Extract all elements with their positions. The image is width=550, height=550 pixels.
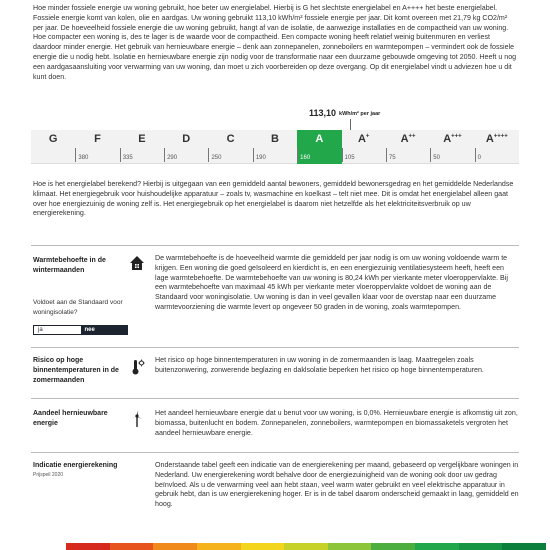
- scale-tick: [475, 148, 476, 162]
- scale-tick: [75, 148, 76, 162]
- scale-threshold: 250: [211, 155, 222, 161]
- scale-label: C: [226, 133, 235, 145]
- scale-tick: [386, 148, 387, 162]
- scale-threshold: 105: [344, 155, 355, 161]
- scale-label-sup: ++++: [493, 133, 508, 140]
- toggle-option-ja: ja: [34, 326, 81, 334]
- scale-tick: [342, 148, 343, 162]
- scale-cell-2: [120, 130, 164, 164]
- scale-cell-7: [342, 130, 386, 164]
- color-segment: [371, 543, 415, 550]
- row-title-hernieuwbaar: Aandeel hernieuwbare energie: [33, 410, 108, 427]
- color-segment: [241, 543, 285, 550]
- scale-label: G: [48, 133, 58, 145]
- price-level-note: Prijspeil 2020: [33, 472, 64, 478]
- scale-tick: [430, 148, 431, 162]
- scale-threshold: 50: [433, 155, 440, 161]
- wind-turbine-icon: [128, 410, 146, 428]
- scale-label-sup: ++: [408, 133, 416, 140]
- scale-label: D: [182, 133, 191, 145]
- scale-cell-9: [430, 130, 474, 164]
- divider: [31, 452, 519, 453]
- color-segment: [415, 543, 459, 550]
- document: [26, 0, 524, 550]
- scale-tick: [253, 148, 254, 162]
- scale-tick: [120, 148, 121, 162]
- color-segment: [110, 543, 154, 550]
- scale-tick: [208, 148, 209, 162]
- current-unit: kWh/m² per jaar: [339, 111, 381, 117]
- scale-cell-1: [75, 130, 119, 164]
- color-segment: [459, 543, 503, 550]
- scale-threshold: 190: [255, 155, 266, 161]
- divider: [31, 245, 519, 246]
- house-icon: [128, 254, 146, 272]
- scale-label: A++++: [485, 133, 508, 145]
- row-text-hernieuwbaar: Het aandeel hernieuwbare energie dat u benut voor uw woning, is 0,0%. Hernieuwbare energie is afkomstig uit zon, biomassa, buitenlucht en bodem. Zonnepanelen, zonneboilers, warmtepompen en biomassaketels vergroten het aandeel hernieuwbare energie.: [155, 409, 518, 437]
- scale-cell-10: [475, 130, 519, 164]
- intro-paragraph: Hoe minder fossiele energie uw woning gebruikt, hoe beter uw energielabel. Hierbij is G het slechtste energielabel en A++++ het beste energielabel. Fossiele energie komt van kolen, olie en aardgas. Uw woning gebruikt 113,10 kWh/m² fossiele energie per jaar. Dit komt overeen met 21,79 kg CO2/m² per jaar. De hoeveelheid fossiele energie die uw woning gebruikt, hangt af van de isolatie, de aanwezige installaties en de compactheid van uw woning. Hoe compacter een woning is, des te lager is de waarde voor de compactheid. Een compacte woning heeft relatief weinig buitenmuren en verliest daardoor minder energie. Het gebruik van hernieuwbare energie – denk aan zonnepanelen, zonneboilers en warmtepompen – vermindert ook de fossiele energie die u nodig hebt. Isolatie en hernieuwbare energie zijn nodig voor de transformatie naar een duurzame gebouwde omgeving tot 2050. Heeft u nog een aardgasaansluiting voor verwarming van uw woning, dan moet u zich voorbereiden op deze overgang. Op dit energielabel vindt u adviezen hoe u dit kunt doen.: [33, 4, 517, 81]
- row-title-risico: Risico op hoge binnentemperaturen in de zomermaanden: [33, 357, 119, 384]
- scale-tick: [297, 148, 298, 162]
- row-title-energierekening-text: Indicatie energierekening: [33, 462, 118, 469]
- color-segment: [66, 543, 110, 550]
- color-segment: [328, 543, 372, 550]
- scale-threshold: 0: [477, 155, 481, 161]
- energy-label-scale: [31, 130, 519, 164]
- divider: [31, 347, 519, 348]
- scale-label: B: [271, 133, 279, 145]
- color-segment: [284, 543, 328, 550]
- scale-threshold: 335: [122, 155, 133, 161]
- row-title-energierekening: [33, 461, 125, 479]
- scale-label: A+++: [443, 133, 462, 145]
- standard-question: Voldoet aan de Standaard voor woningisolatie?: [33, 299, 123, 316]
- scale-label: A++: [400, 133, 416, 145]
- scale-tick: [164, 148, 165, 162]
- toggle-option-nee: nee: [81, 326, 128, 334]
- current-value: 113,10: [309, 108, 337, 118]
- row-text-energierekening: Onderstaande tabel geeft een indicatie van de energierekening per maand, gebaseerd op vergelijkbare woningen in Nederland. Uw energierekening wordt behalve door de energiezuinigheid van de woning ook door uw gedrag beïnvloed. Als u de verwarming veel aan hebt staan, veel warm water gebruikt en veel elektrische apparatuur in gebruik hebt, dan is uw energierekening hoger. Er is in de tabel daarom onderscheid gemaakt in laag, gemiddeld en hoog.: [155, 461, 519, 509]
- scale-label-sup: +: [365, 133, 370, 140]
- color-segment: [197, 543, 241, 550]
- scale-label: F: [94, 133, 101, 145]
- scale-cell-4: [208, 130, 252, 164]
- scale-cell-5: [253, 130, 297, 164]
- scale-label: A: [315, 133, 324, 145]
- scale-cell-0: [31, 130, 75, 164]
- scale-cell-8: [386, 130, 430, 164]
- scale-label: E: [138, 133, 146, 145]
- row-text-risico: Het risico op hoge binnentemperaturen in uw woning in de zomermaanden is laag. Maatregelen zoals buitenzonwering, zonwerende beglazing en daklsolatie beperken het risico op hoge binnentemperaturen.: [155, 356, 484, 374]
- divider: [31, 398, 519, 399]
- scale-threshold: 380: [78, 155, 89, 161]
- calculation-explanation: Hoe is het energielabel berekend? Hierbij is uitgegaan van een gemiddeld aantal bewoners, gemiddeld bewonersgedrag en het gemiddelde Nederlandse klimaat. Het energiegebruik voor huishoudelijke apparatuur – zoals tv, wasmachine en koelkast – telt niet mee. Dit is omdat het energielabel alleen gaat over hoe energiezuinig de woning zelf is. Het energiegebruik op het energielabel is daarom niet hetzelfde als het elektriciteitsverbruik op uw energierekening.: [33, 180, 514, 218]
- color-segment: [153, 543, 197, 550]
- thermometer-sun-icon: [128, 358, 146, 376]
- row-text-warmtebehoefte: De warmtebehoefte is de hoeveelheid warmte die gemiddeld per jaar nodig is om uw woning voldoende warm te krijgen. Een woning die goed geïsoleerd en kierdicht is, en een energiezuinig ventilatiesysteem heeft, heeft een lage warmtebehoefte. De warmtebehoefte van uw woning is 80,24 kWh per vierkante meter vloeroppervlakte. Bij een warmtebehoefte van maximaal 45 kWh per vierkante meter vloeroppervlakte voldoet de woning aan de Standaard voor woningisolatie. Uw woning is dan in veel gevallen klaar voor de overstap naar een duurzame warmtevoorziening die warmte levert op ongeveer 50 graden in de woning, zoals warmtepompen.: [155, 254, 508, 311]
- current-value-label: [309, 108, 380, 118]
- scale-label-sup: +++: [451, 133, 462, 140]
- standard-toggle: [33, 325, 128, 335]
- scale-cell-3: [164, 130, 208, 164]
- scale-cell-6: [297, 130, 341, 164]
- scale-threshold: 160: [300, 155, 311, 161]
- scale-label: A+: [357, 133, 370, 145]
- row-title-warmtebehoefte: Warmtebehoefte in de wintermaanden: [33, 257, 106, 274]
- scale-threshold: 75: [388, 155, 396, 161]
- energy-bill-color-bar: [66, 543, 546, 550]
- color-segment: [502, 543, 546, 550]
- scale-threshold: 290: [167, 155, 178, 161]
